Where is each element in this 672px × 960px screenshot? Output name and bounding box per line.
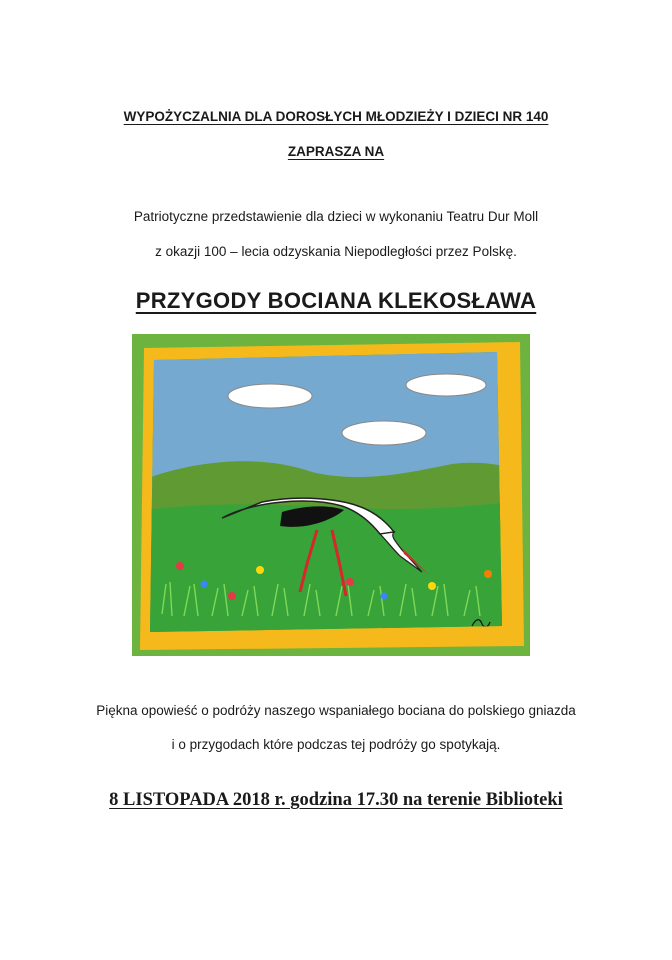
stork-in-meadow-illustration [132,334,530,656]
intro-line-1: Patriotyczne przedstawienie dla dzieci w wykonaniu Teatru Dur Moll [133,209,539,224]
show-title: PRZYGODY BOCIANA KLEKOSŁAWA [135,288,537,313]
description-line-2: i o przygodach które podczas tej podróży go spotykają. [171,737,501,752]
library-name-heading: WYPOŻYCZALNIA DLA DOROSŁYCH MŁODZIEŻY I DZIECI NR 140 [123,109,549,124]
intro-line-2: z okazji 100 – lecia odzyskania Niepodległości przez Polskę. [155,244,517,259]
event-date-line: 8 LISTOPADA 2018 r. godzina 17.30 na terenie Biblioteki [109,790,563,810]
invites-heading: ZAPRASZA NA [287,144,385,159]
description-line-1: Piękna opowieść o podróży naszego wspaniałego bociana do polskiego gniazda [96,703,576,718]
